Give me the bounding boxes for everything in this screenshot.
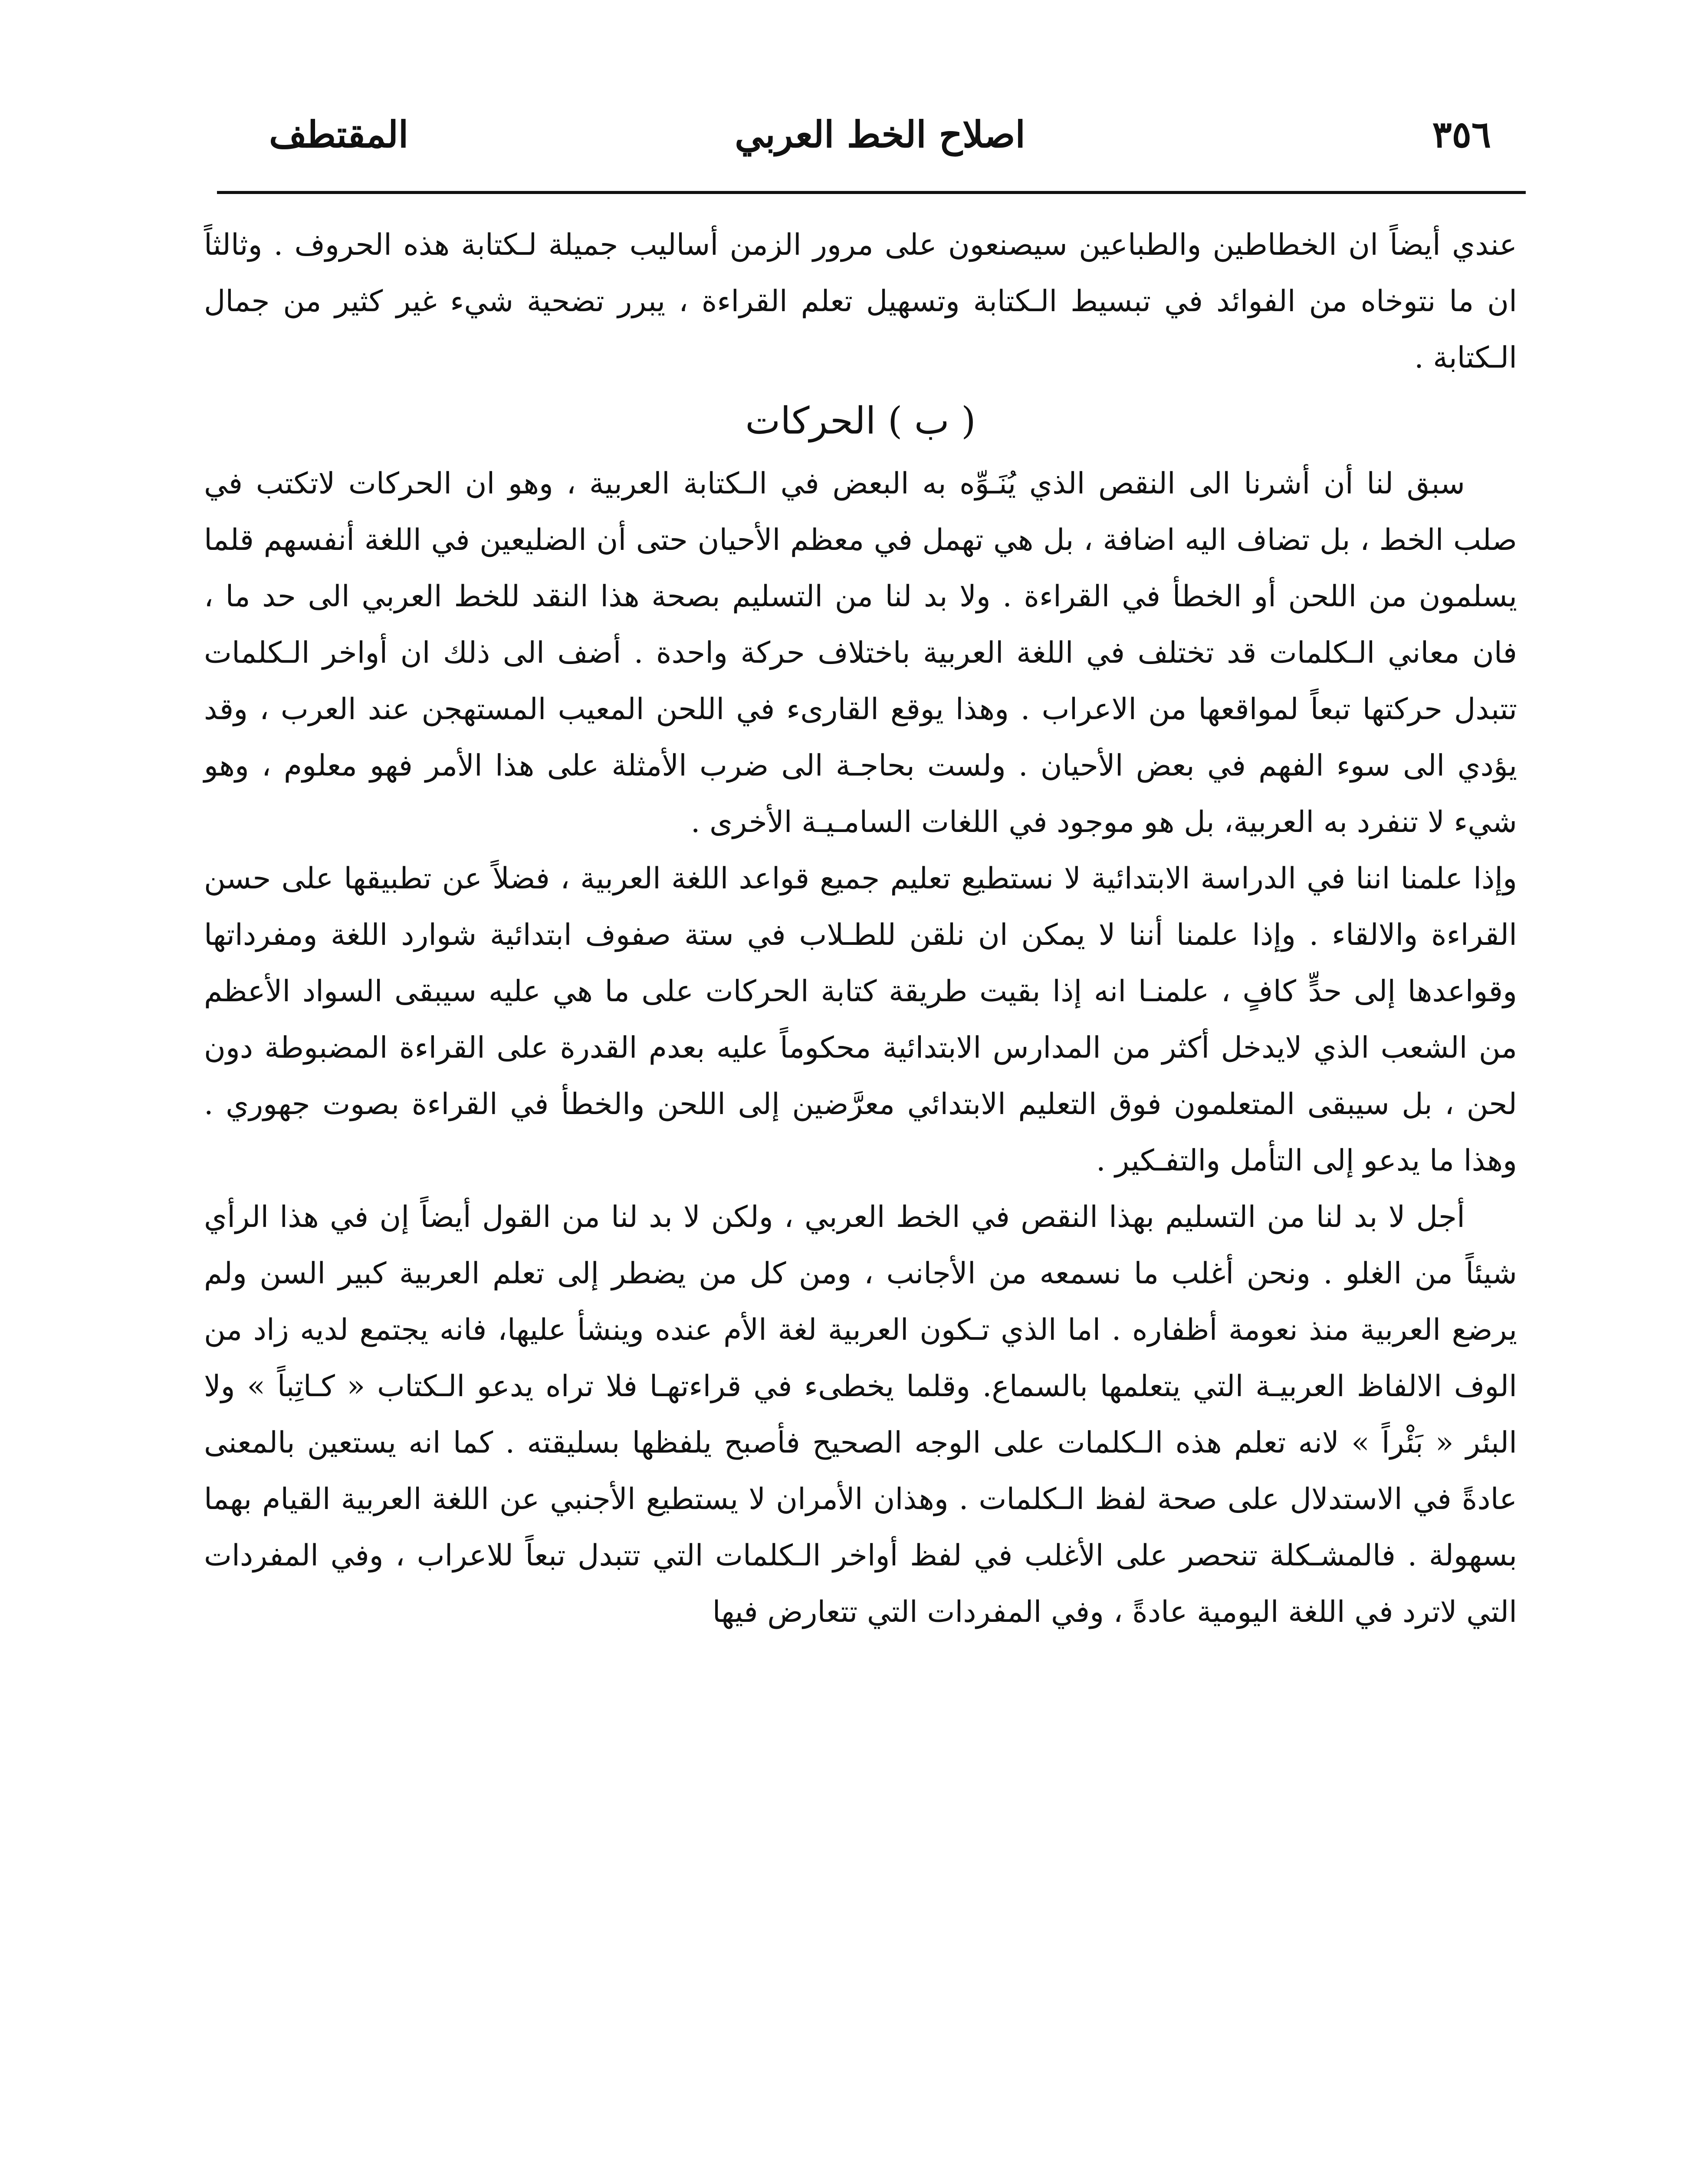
header-rule bbox=[217, 191, 1526, 194]
paragraph: وإذا علمنا اننا في الدراسة الابتدائية لا نستطيع تعليم جميع قواعد اللغة العربية ، فضلاً عن تطبيقها على حسن القراءة والالقاء . وإذا علمنا أننا لا يمكن ان نلقن للطـلاب في ستة صفوف ابتدائية شوارد اللغة ومفرداتها وقواعدها إلى حدٍّ كافٍ ، علمنـا انه إذا بقيت طريقة كتابة الحركات على ما هي عليه سيبقى السواد الأعظم من الشعب الذي لايدخل أكثر من المدارس الابتدائية محكوماً عليه بعدم القدرة على القراءة المضبوطة دون لحن ، بل سيبقى المتعلمون فوق التعليم الابتدائي معرَّضين إلى اللحن والخطأ في القراءة بصوت جهوري . وهذا ما يدعو إلى التأمل والتفـكير . bbox=[204, 861, 1517, 1178]
section-heading: ( ب ) الحركات bbox=[745, 399, 976, 443]
paragraph: سبق لنا أن أشرنا الى النقص الذي يُنَـوِّه به البعض في الـكتابة العربية ، وهو ان الحركات لاتكتب في صلب الخط ، بل تضاف اليه اضافة ، بل هي تهمل في معظم الأحيان حتى أن الضليعين في اللغة أنفسهم قلما يسلمون من اللحن أو الخطأ في القراءة . ولا بد لنا من التسليم بصحة هذا النقد للخط العربي الى حد ما ، فان معاني الـكلمات قد تختلف في اللغة العربية باختلاف حركة واحدة . أضف الى ذلك ان أواخر الـكلمات تتبدل حركتها تبعاً لمواقعها من الاعراب . وهذا يوقع القارىء في اللحن المعيب المستهجن عند العرب ، وقد يؤدي الى سوء الفهم في بعض الأحيان . ولست بحاجـة الى ضرب الأمثلة على هذا الأمر فهو معلوم ، وهو شيء لا تنفرد به العربية، بل هو موجود في اللغات السامـيـة الأخرى . bbox=[204, 467, 1517, 839]
body-text bbox=[204, 217, 1517, 1641]
running-title: اصلاح الخط العربي bbox=[735, 113, 1025, 156]
paragraph: أجل لا بد لنا من التسليم بهذا النقص في الخط العربي ، ولكن لا بد لنا من القول أيضاً إن في هذا الرأي شيئاً من الغلو . ونحن أغلب ما نسمعه من الأجانب ، ومن كل من يضطر إلى تعلم العربية كبير السن ولم يرضع العربية منذ نعومة أظفاره . اما الذي تـكون العربية لغة الأم عنده وينشأ عليها، فانه يجتمع لديه زاد من الوف الالفاظ العربيـة التي يتعلمها بالسماع. وقلما يخطىء في قراءتهـا فلا تراه يدعو الـكتاب « كـاتِباً » ولا البئر « بَئْراً » لانه تعلم هذه الـكلمات على الوجه الصحيح فأصبح يلفظها بسليقته . كما انه يستعين بالمعنى عادةً في الاستدلال على صحة لفظ الـكلمات . وهذان الأمران لا يستطيع الأجنبي عن اللغة العربية القيام بهما بسهولة . فالمشـكلة تنحصر على الأغلب في لفظ أواخر الـكلمات التي تتبدل تبعاً للاعراب ، وفي المفردات التي لاترد في اللغة اليومية عادةً ، وفي المفردات التي تتعارض فيها bbox=[204, 1200, 1517, 1629]
page-number: ٣٥٦ bbox=[1432, 113, 1491, 156]
journal-name: المقتطف bbox=[269, 113, 409, 156]
paragraph-continued: عندي أيضاً ان الخطاطين والطباعين سيصنعون على مرور الزمن أساليب جميلة لـكتابة هذه الحروف . وثالثاً ان ما نتوخاه من الفوائد في تبسيط الـكتابة وتسهيل تعلم القراءة ، يبرر تضحية شيء غير كثير من جمال الـكتابة . bbox=[204, 228, 1517, 375]
running-header bbox=[269, 100, 1491, 169]
